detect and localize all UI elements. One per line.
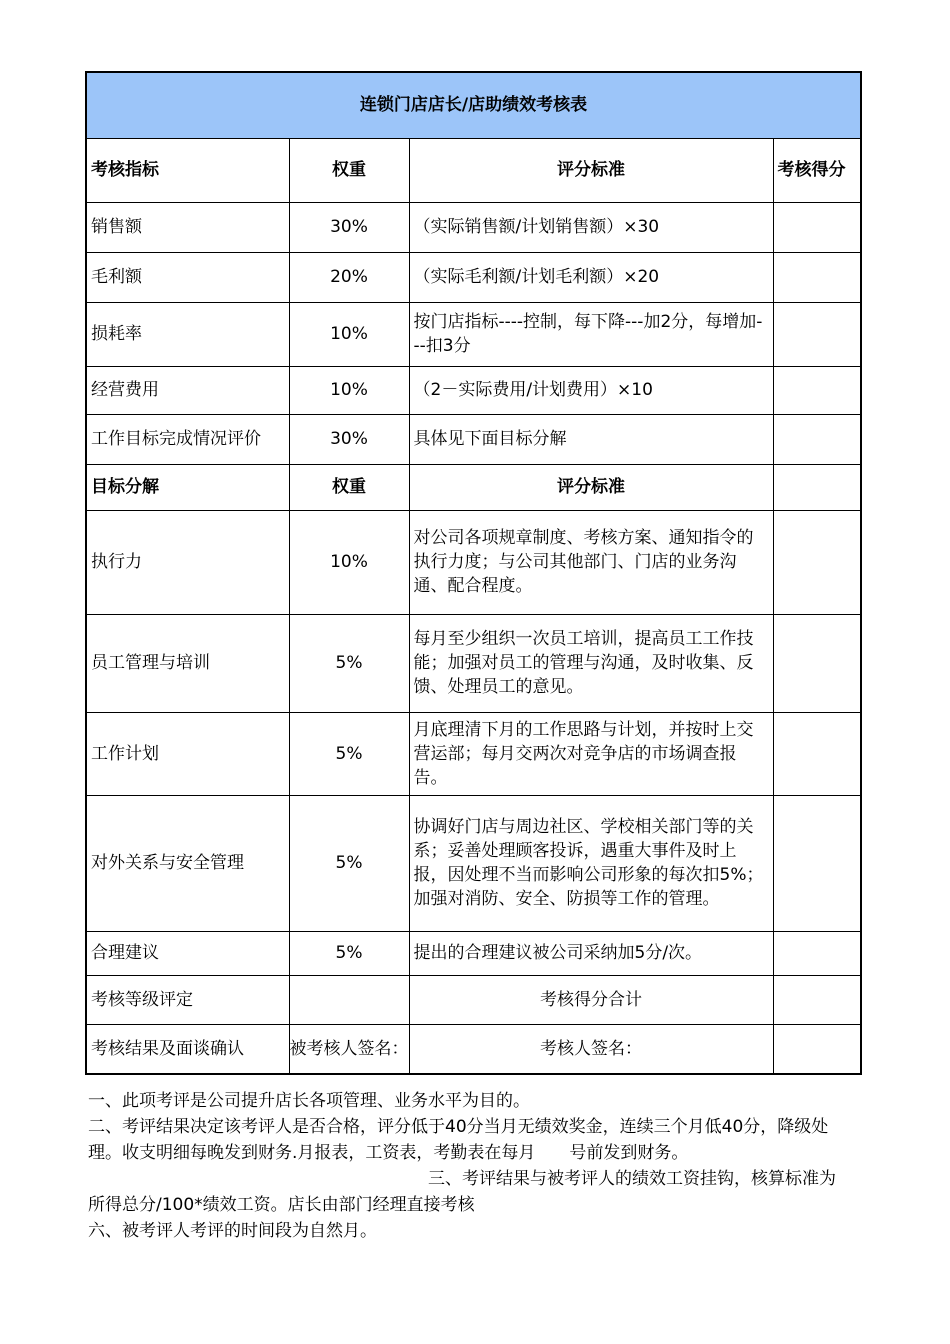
note-line: 二、考评结果决定该考评人是否合格，评分低于40分当月无绩效奖金，连续三个月低40分，降级处理。收支明细每晚发到财务.月报表，工资表，考勤表在每月 号前发到财务。 bbox=[88, 1117, 829, 1163]
indicator-name: 毛利额 bbox=[86, 252, 289, 302]
indicator-name: 经营费用 bbox=[86, 366, 289, 414]
note-line: 六、被考评人考评的时间段为自然月。 bbox=[88, 1221, 377, 1241]
goal-weight: 5% bbox=[289, 712, 409, 795]
header-score: 考核得分 bbox=[773, 138, 861, 202]
assessee-signature-label: 被考核人签名： bbox=[289, 1024, 409, 1074]
goal-name: 员工管理与培训 bbox=[86, 614, 289, 712]
table-row bbox=[86, 252, 861, 302]
indicator-name: 工作目标完成情况评价 bbox=[86, 414, 289, 464]
score-cell[interactable] bbox=[773, 614, 861, 712]
score-cell[interactable] bbox=[773, 931, 861, 975]
assessor-signature-label: 考核人签名： bbox=[409, 1024, 773, 1074]
indicator-criteria: （实际销售额/计划销售额）×30 bbox=[409, 202, 773, 252]
score-cell[interactable] bbox=[773, 712, 861, 795]
indicator-criteria: 具体见下面目标分解 bbox=[409, 414, 773, 464]
goal-criteria: 对公司各项规章制度、考核方案、通知指令的执行力度；与公司其他部门、门店的业务沟通、配合程度。 bbox=[409, 510, 773, 614]
goal-name: 执行力 bbox=[86, 510, 289, 614]
subheader-criteria: 评分标准 bbox=[409, 464, 773, 510]
goal-weight: 10% bbox=[289, 510, 409, 614]
total-score-cell[interactable] bbox=[773, 975, 861, 1024]
table-row bbox=[86, 1024, 861, 1074]
table-title: 连锁门店店长/店助绩效考核表 bbox=[86, 72, 861, 138]
grade-value-cell[interactable] bbox=[289, 975, 409, 1024]
goal-name: 对外关系与安全管理 bbox=[86, 795, 289, 931]
grade-label: 考核等级评定 bbox=[86, 975, 289, 1024]
table-row bbox=[86, 614, 861, 712]
table-row bbox=[86, 302, 861, 366]
table-row bbox=[86, 712, 861, 795]
indicator-weight: 20% bbox=[289, 252, 409, 302]
indicator-criteria: （实际毛利额/计划毛利额）×20 bbox=[409, 252, 773, 302]
score-cell[interactable] bbox=[773, 202, 861, 252]
score-cell[interactable] bbox=[773, 252, 861, 302]
indicator-weight: 30% bbox=[289, 202, 409, 252]
note-line: 一、此项考评是公司提升店长各项管理、业务水平为目的。 bbox=[88, 1091, 530, 1111]
score-cell[interactable] bbox=[773, 302, 861, 366]
goal-criteria: 月底理清下月的工作思路与计划，并按时上交营运部；每月交两次对竞争店的市场调查报告。 bbox=[409, 712, 773, 795]
goal-weight: 5% bbox=[289, 931, 409, 975]
indicator-name: 销售额 bbox=[86, 202, 289, 252]
goal-weight: 5% bbox=[289, 795, 409, 931]
indicator-weight: 30% bbox=[289, 414, 409, 464]
indicator-weight: 10% bbox=[289, 366, 409, 414]
table-row bbox=[86, 975, 861, 1024]
confirm-label: 考核结果及面谈确认 bbox=[86, 1024, 289, 1074]
score-cell[interactable] bbox=[773, 795, 861, 931]
score-cell[interactable] bbox=[773, 414, 861, 464]
goal-criteria: 协调好门店与周边社区、学校相关部门等的关系；妥善处理顾客投诉，遇重大事件及时上报，因处理不当而影响公司形象的每次扣5%；加强对消防、安全、防损等工作的管理。 bbox=[409, 795, 773, 931]
subheader-indicator: 目标分解 bbox=[86, 464, 289, 510]
appraisal-table bbox=[85, 71, 862, 1075]
score-cell[interactable] bbox=[773, 366, 861, 414]
notes-section bbox=[88, 1088, 848, 1244]
table-row bbox=[86, 795, 861, 931]
table-row bbox=[86, 931, 861, 975]
goal-weight: 5% bbox=[289, 614, 409, 712]
goal-name: 合理建议 bbox=[86, 931, 289, 975]
header-indicator: 考核指标 bbox=[86, 138, 289, 202]
table-row bbox=[86, 414, 861, 464]
table-row bbox=[86, 366, 861, 414]
header-criteria: 评分标准 bbox=[409, 138, 773, 202]
table-row bbox=[86, 202, 861, 252]
signature-cell[interactable] bbox=[773, 1024, 861, 1074]
score-cell[interactable] bbox=[773, 510, 861, 614]
goal-criteria: 每月至少组织一次员工培训，提高员工工作技能；加强对员工的管理与沟通，及时收集、反馈、处理员工的意见。 bbox=[409, 614, 773, 712]
indicator-criteria: 按门店指标----控制，每下降---加2分，每增加---扣3分 bbox=[409, 302, 773, 366]
indicator-name: 损耗率 bbox=[86, 302, 289, 366]
subheader-weight: 权重 bbox=[289, 464, 409, 510]
total-score-label: 考核得分合计 bbox=[409, 975, 773, 1024]
header-weight: 权重 bbox=[289, 138, 409, 202]
goal-criteria: 提出的合理建议被公司采纳加5分/次。 bbox=[409, 931, 773, 975]
indicator-weight: 10% bbox=[289, 302, 409, 366]
goal-name: 工作计划 bbox=[86, 712, 289, 795]
table-row bbox=[86, 510, 861, 614]
score-cell[interactable] bbox=[773, 464, 861, 510]
note-line: 三、考评结果与被考评人的绩效工资挂钩，核算标准为所得总分/100*绩效工资。店长由部门经理直接考核 bbox=[88, 1169, 836, 1215]
indicator-criteria: （2－实际费用/计划费用）×10 bbox=[409, 366, 773, 414]
